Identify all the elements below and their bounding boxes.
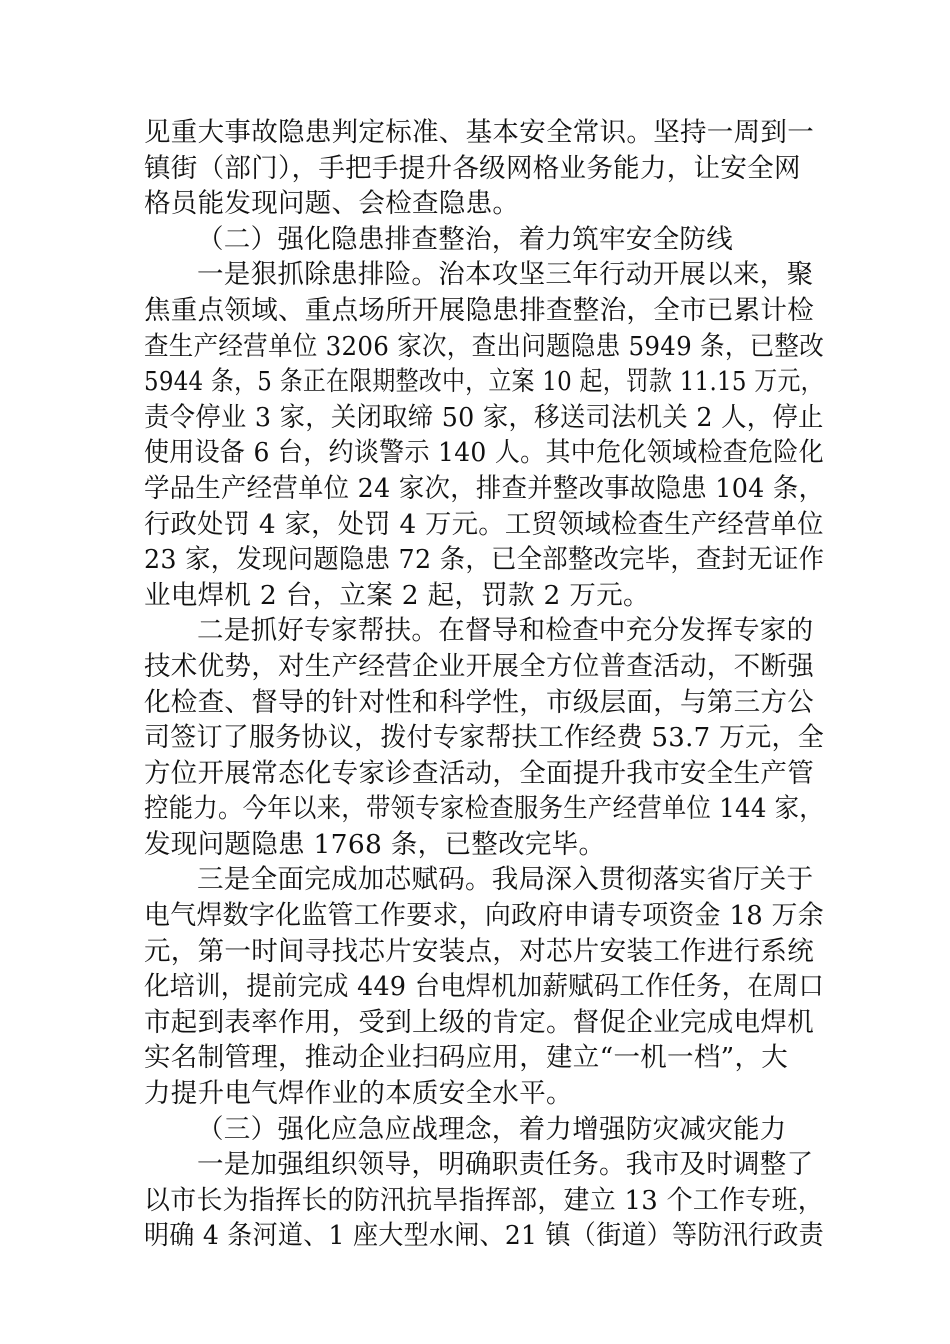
text-line: 5944 条，5 条正在限期整改中，立案 10 起，罚款 11.15 万元， bbox=[144, 366, 824, 398]
text-line: 一是狠抓除患排险。治本攻坚三年行动开展以来，聚 bbox=[197, 259, 814, 291]
text-line: 业电焊机 2 台，立案 2 起，罚款 2 万元。 bbox=[144, 579, 650, 611]
text-line: 力提升电气焊作业的本质安全水平。 bbox=[144, 1078, 573, 1110]
text-line: 镇街（部门），手把手提升各级网格业务能力，让安全网 bbox=[144, 152, 801, 184]
text-line: 格员能发现问题、会检查隐患。 bbox=[144, 188, 520, 220]
section-heading: （二）强化隐患排查整治，着力筑牢安全防线 bbox=[197, 223, 733, 255]
document-body bbox=[144, 115, 824, 1254]
text-line: 实名制管理，推动企业扫码应用，建立“一机一档”，大 bbox=[144, 1042, 789, 1074]
section-heading: （三）强化应急应战理念，着力增强防灾减灾能力 bbox=[197, 1113, 787, 1145]
text-line: 化培训，提前完成 449 台电焊机加薪赋码工作任务，在周口 bbox=[144, 971, 825, 1003]
text-line: 责令停业 3 家，关闭取缔 50 家，移送司法机关 2 人，停止 bbox=[144, 401, 824, 433]
text-line: 明确 4 条河道、1 座大型水闸、21 镇（街道）等防汛行政责 bbox=[144, 1220, 824, 1252]
text-line: 使用设备 6 台，约谈警示 140 人。其中危化领域检查危险化 bbox=[144, 437, 824, 469]
text-line: 电气焊数字化监管工作要求，向政府申请专项资金 18 万余 bbox=[144, 900, 824, 932]
text-line: 焦重点领域、重点场所开展隐患排查整治，全市已累计检 bbox=[144, 294, 814, 326]
text-line: 查生产经营单位 3206 家次，查出问题隐患 5949 条，已整改 bbox=[144, 330, 825, 362]
text-line: 一是加强组织领导，明确职责任务。我市及时调整了 bbox=[197, 1149, 814, 1181]
text-line: 发现问题隐患 1768 条，已整改完毕。 bbox=[144, 828, 606, 860]
text-line: 司签订了服务协议，拨付专家帮扶工作经费 53.7 万元，全 bbox=[144, 722, 825, 754]
text-line: 以市长为指挥长的防汛抗旱指挥部，建立 13 个工作专班， bbox=[144, 1184, 824, 1216]
text-line: 市起到表率作用，受到上级的肯定。督促企业完成电焊机 bbox=[144, 1006, 814, 1038]
text-line: 行政处罚 4 家，处罚 4 万元。工贸领域检查生产经营单位 bbox=[144, 508, 824, 540]
text-line: 二是抓好专家帮扶。在督导和检查中充分发挥专家的 bbox=[197, 615, 814, 647]
text-line: 学品生产经营单位 24 家次，排查并整改事故隐患 104 条， bbox=[144, 472, 825, 504]
text-line: 方位开展常态化专家诊查活动，全面提升我市安全生产管 bbox=[144, 757, 814, 789]
text-line: 化检查、督导的针对性和科学性，市级层面，与第三方公 bbox=[144, 686, 814, 718]
text-line: 三是全面完成加芯赋码。我局深入贯彻落实省厅关于 bbox=[197, 864, 814, 896]
text-line: 技术优势，对生产经营企业开展全方位普查活动，不断强 bbox=[144, 650, 814, 682]
text-line: 23 家，发现问题隐患 72 条，已全部整改完毕，查封无证作 bbox=[144, 544, 825, 576]
text-line: 见重大事故隐患判定标准、基本安全常识。坚持一周到一 bbox=[144, 117, 814, 148]
text-line: 元，第一时间寻找芯片安装点，对芯片安装工作进行系统 bbox=[144, 935, 814, 967]
text-line: 控能力。今年以来，带领专家检查服务生产经营单位 144 家， bbox=[144, 793, 824, 825]
